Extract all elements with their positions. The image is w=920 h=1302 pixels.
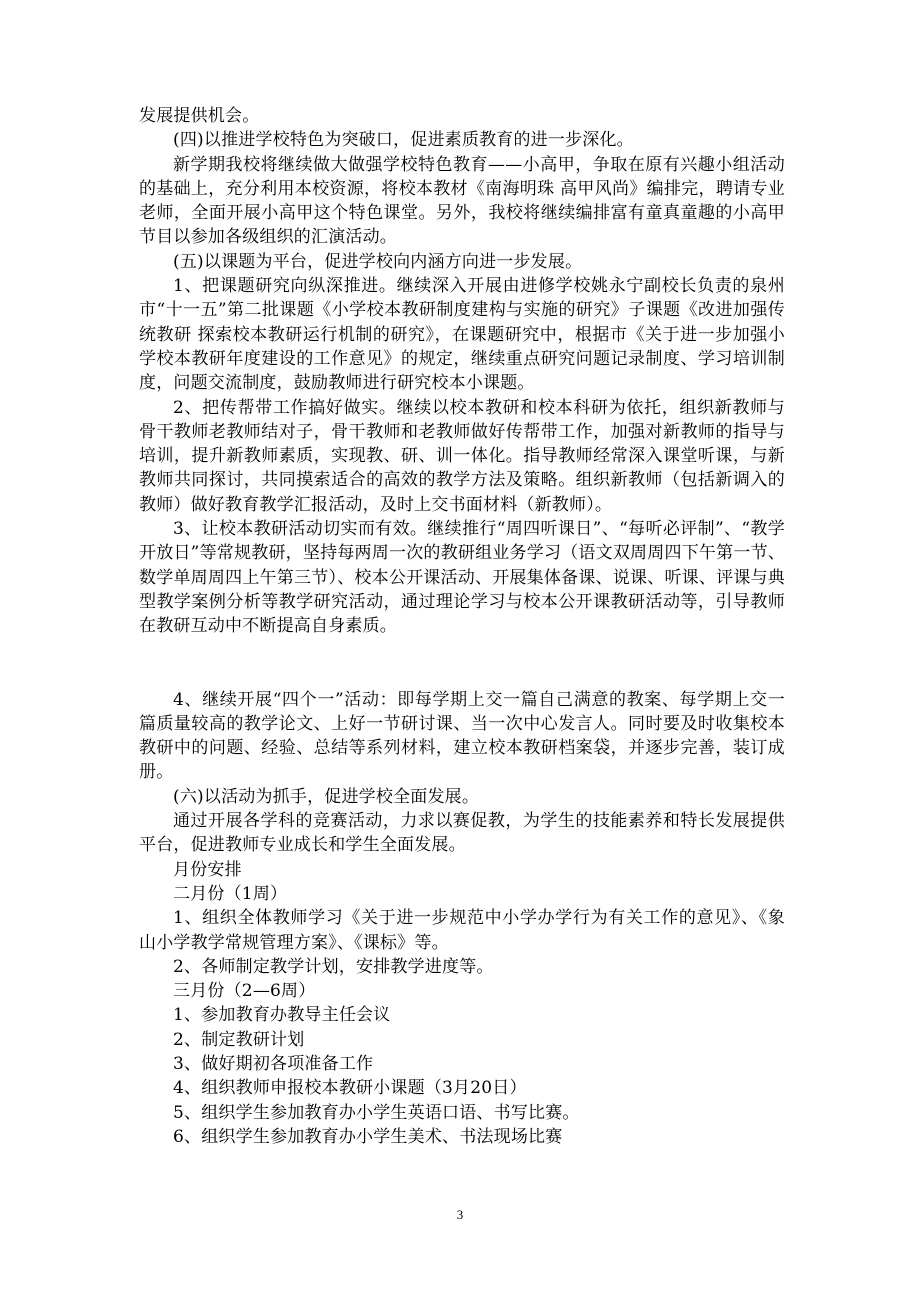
- paragraph: 6、组织学生参加教育办小学生美术、书法现场比赛: [173, 1126, 563, 1147]
- paragraph: 2、制定教研计划: [173, 1029, 305, 1050]
- paragraph: (五)以课题为平台，促进学校向内涵方向进一步发展。: [173, 251, 583, 272]
- paragraphs-top: [139, 104, 785, 639]
- paragraph: 1、组织全体教师学习《关于进一步规范中小学办学行为有关工作的意见》、《象山小学教学常规管理方案》、《课标》等。: [139, 908, 785, 953]
- paragraph: 4、继续开展“四个一”活动：即每学期上交一篇自己满意的教案、每学期上交一篇质量较高的教学论文、上好一节研讨课、当一次中心发言人。同时要及时收集校本教研中的问题、经验、总结等系列材料，建立校本教研档案袋，并逐步完善，装订成册。: [139, 689, 785, 783]
- paragraph: 1、参加教育办教导主任会议: [173, 1005, 391, 1026]
- body-text: [139, 104, 785, 1149]
- paragraph: 3、让校本教研活动切实而有效。继续推行“周四听课日”、“每听必评制”、“教学开放日”等常规教研，坚持每两周一次的教研组业务学习（语文双周周四下午第一节、数学单周周四上午第三节）、校本公开课活动、开展集体备课、说课、听课、评课与典型教学案例分析等教学研究活动，通过理论学习与校本公开课教研活动等，引导教师在教研互动中不断提高自身素质。: [139, 519, 785, 637]
- paragraph: (四)以推进学校特色为突破口，促进素质教育的进一步深化。: [173, 130, 634, 151]
- blank-gap: [139, 639, 785, 688]
- paragraph: (六)以活动为抓手，促进学校全面发展。: [173, 786, 480, 807]
- paragraph: 2、各师制定教学计划，安排教学进度等。: [173, 956, 494, 977]
- paragraph: 新学期我校将继续做大做强学校特色教育——小高甲，争取在原有兴趣小组活动的基础上，充分利用本校资源，将校本教材《南海明珠 高甲风尚》编排完，聘请专业老师，全面开展小高甲这个特色课堂。另外，我校将继续编排富有童真童趣的小高甲节目以参加各级组织的汇演活动。: [139, 154, 785, 248]
- paragraph: 2、把传帮带工作搞好做实。继续以校本教研和校本科研为依托，组织新教师与骨干教师老教师结对子，骨干教师和老教师做好传帮带工作，加强对新教师的指导与培训，提升新教师素质，实现教、研、训一体化。指导教师经常深入课堂听课，与新教师共同探讨，共同摸索适合的高效的教学方法及策略。组织新教师（包括新调入的教师）做好教育教学汇报活动，及时上交书面材料（新教师）。: [139, 397, 785, 515]
- page-number: 3: [456, 1207, 464, 1222]
- paragraph: 通过开展各学科的竞赛活动，力求以赛促教，为学生的技能素养和特长发展提供平台，促进教师专业成长和学生全面发展。: [139, 811, 785, 856]
- paragraph: 3、做好期初各项准备工作: [173, 1053, 374, 1074]
- paragraph: 月份安排: [173, 859, 242, 880]
- paragraph: 发展提供机会。: [139, 106, 260, 126]
- paragraph: 5、组织学生参加教育办小学生英语口语、书写比赛。: [173, 1102, 580, 1123]
- paragraph: 三月份（2—6周）: [173, 981, 316, 1002]
- paragraphs-bottom: [139, 688, 785, 1150]
- paragraph: 1、把课题研究向纵深推进。继续深入开展由进修学校姚永宁副校长负责的泉州市“十一五”第二批课题《小学校本教研制度建构与实施的研究》子课题《改进加强传统教研 探索校本教研运行机制的研究》，在课题研究中，根据市《关于进一步加强小学校本教研年度建设的工作意见》的规定，继续重点研究问题记录制度、学习培训制度，问题交流制度，鼓励教师进行研究校本小课题。: [139, 276, 785, 394]
- paragraph: 4、组织教师申报校本教研小课题（3月20日）: [173, 1078, 527, 1099]
- paragraph: 二月份（1周）: [173, 883, 288, 904]
